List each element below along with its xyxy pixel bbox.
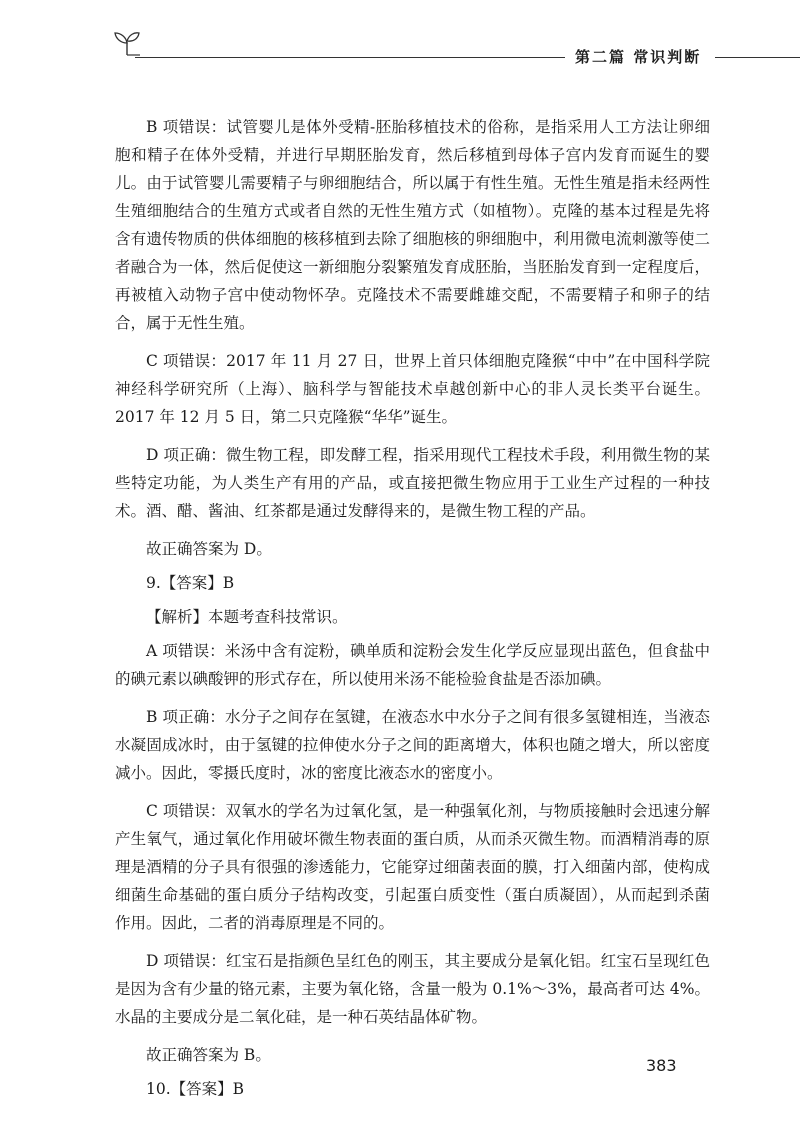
paragraph-d-option: D 项正确：微生物工程，即发酵工程，指采用现代工程技术手段，利用微生物的某些特定功能，为人类生产有用的产品，或直接把微生物应用于工业生产过程的一种技术。酒、醋、酱油、红茶都是通过发酵得来的，是微生物工程的产品。	[115, 446, 710, 520]
header-rule-left	[135, 57, 565, 58]
paragraph-d-option: D 项错误：红宝石是指颜色呈红色的刚玉，其主要成分是氧化铝。红宝石呈现红色是因为含有少量的铬元素，主要为氧化铬，含量一般为 0.1%～3%，最高者可达 4%。水晶的主要成分是二氧化硅，是一种石英结晶体矿物。	[115, 952, 710, 1026]
question-answer-heading: 9.【答案】B	[146, 574, 235, 592]
answer-conclusion: 故正确答案为 B。	[146, 1046, 271, 1064]
page-body	[115, 113, 710, 1109]
paragraph-b-option: B 项正确：水分子之间存在氢键，在液态水中水分子之间有很多氢键相连，当液态水凝固成冰时，由于氢键的拉伸使水分子之间的距离增大，体积也随之增大，所以密度减小。因此，零摄氏度时，冰的密度比液态水的密度小。	[115, 708, 710, 782]
paragraph-a-option: A 项错误：米汤中含有淀粉，碘单质和淀粉会发生化学反应显现出蓝色，但食盐中的碘元素以碘酸钾的形式存在，所以使用米汤不能检验食盐是否添加碘。	[115, 642, 710, 688]
analysis-heading: 【解析】本题考查科技常识。	[146, 608, 348, 626]
paragraph-b-option: B 项错误：试管婴儿是体外受精-胚胎移植技术的俗称，是指采用人工方法让卵细胞和精子在体外受精，并进行早期胚胎发育，然后移植到母体子宫内发育而诞生的婴儿。由于试管婴儿需要精子与卵细胞结合，所以属于有性生殖。无性生殖是指未经两性生殖细胞结合的生殖方式或者自然的无性生殖方式（如植物）。克隆的基本过程是先将含有遗传物质的供体细胞的核移植到去除了细胞核的卵细胞中，利用微电流刺激等使二者融合为一体，然后促使这一新细胞分裂繁殖发育成胚胎，当胚胎发育到一定程度后，再被植入动物子宫中使动物怀孕。克隆技术不需要雌雄交配，不需要精子和卵子的结合，属于无性生殖。	[115, 118, 710, 332]
sprout-icon	[112, 30, 142, 56]
page-number: 383	[646, 1056, 677, 1075]
paragraph-c-option: C 项错误：双氧水的学名为过氧化氢，是一种强氧化剂，与物质接触时会迅速分解产生氧气，通过氧化作用破坏微生物表面的蛋白质，从而杀灭微生物。而酒精消毒的原理是酒精的分子具有很强的渗透能力，它能穿过细菌表面的膜，打入细菌内部，使构成细菌生命基础的蛋白质分子结构改变，引起蛋白质变性（蛋白质凝固），从而起到杀菌作用。因此，二者的消毒原理是不同的。	[115, 802, 710, 932]
paragraph-c-option: C 项错误：2017 年 11 月 27 日，世界上首只体细胞克隆猴“中中”在中国科学院神经科学研究所（上海）、脑科学与智能技术卓越创新中心的非人灵长类平台诞生。2017 年 12 月 5 日，第二只克隆猴“华华”诞生。	[115, 352, 710, 426]
header-rule-right	[715, 57, 800, 58]
answer-conclusion: 故正确答案为 D。	[146, 540, 272, 558]
page-header	[0, 0, 800, 90]
question-answer-heading: 10.【答案】B	[146, 1080, 245, 1098]
section-title: 第二篇 常识判断	[575, 48, 702, 66]
